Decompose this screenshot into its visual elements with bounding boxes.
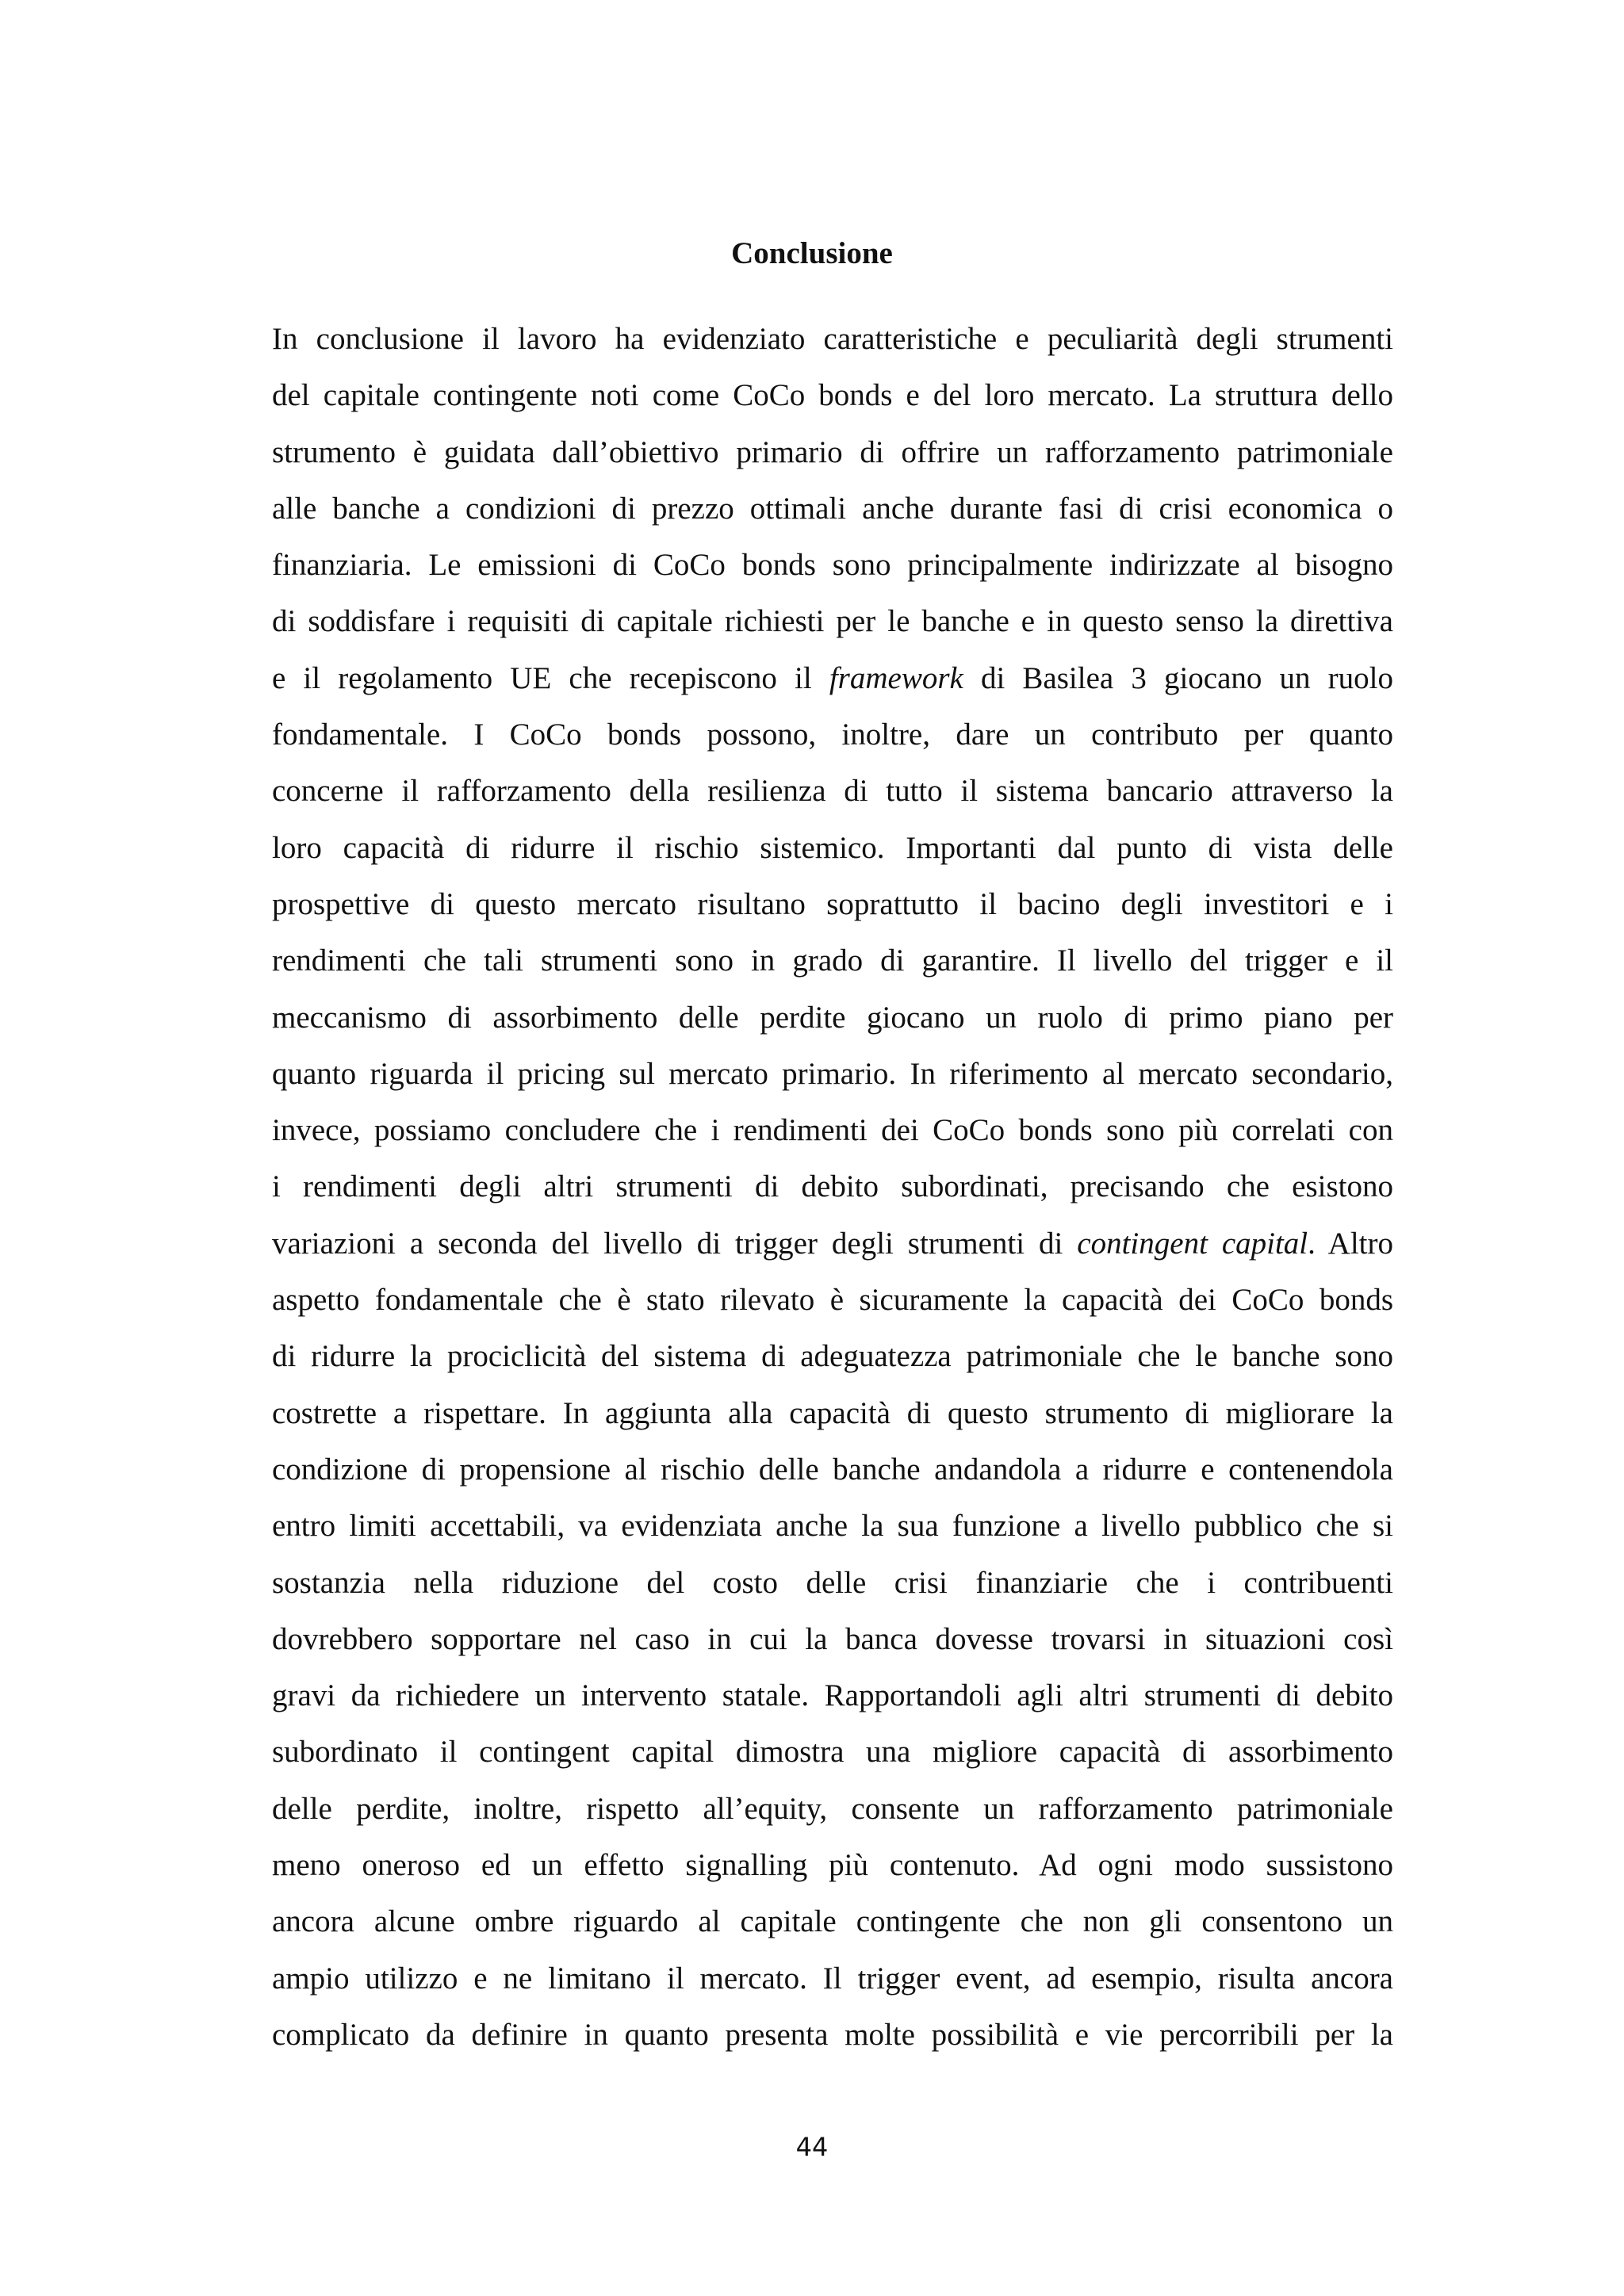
paragraph-line: meccanismo di assorbimento delle perdite giocano un ruolo di primo piano per bbox=[272, 1000, 1393, 1035]
paragraph-line: complicato da definire in quanto presenta molte possibilità e vie percorribili per la bbox=[272, 2017, 1393, 2052]
paragraph-line bbox=[272, 650, 1393, 706]
line-text: di Basilea 3 giocano un ruolo bbox=[963, 660, 1393, 695]
body-paragraph bbox=[272, 311, 1393, 2063]
paragraph-line: meno oneroso ed un effetto signalling più contenuto. Ad ogni modo sussistono bbox=[272, 1848, 1393, 1883]
paragraph-line: dovrebbero sopportare nel caso in cui la banca dovesse trovarsi in situazioni così bbox=[272, 1621, 1393, 1656]
paragraph-line: condizione di propensione al rischio delle banche andandola a ridurre e contenendola bbox=[272, 1452, 1393, 1487]
paragraph-line: finanziaria. Le emissioni di CoCo bonds sono principalmente indirizzate al bisogno bbox=[272, 548, 1393, 583]
paragraph-line: di ridurre la prociclicità del sistema di adeguatezza patrimoniale che le banche sono bbox=[272, 1339, 1393, 1374]
paragraph-line: sostanzia nella riduzione del costo delle crisi finanziarie che i contribuenti bbox=[272, 1565, 1393, 1600]
paragraph-line: costrette a rispettare. In aggiunta alla capacità di questo strumento di migliorare la bbox=[272, 1395, 1393, 1430]
paragraph-line: loro capacità di ridurre il rischio sistemico. Importanti dal punto di vista delle bbox=[272, 830, 1393, 865]
italic-term: contingent capital bbox=[1077, 1226, 1308, 1261]
paragraph-line: gravi da richiedere un intervento statale. Rapportandoli agli altri strumenti di debito bbox=[272, 1678, 1393, 1713]
paragraph-line: rendimenti che tali strumenti sono in grado di garantire. Il livello del trigger e il bbox=[272, 943, 1393, 978]
page-number: 44 bbox=[795, 2132, 829, 2162]
paragraph-line: concerne il rafforzamento della resilienza di tutto il sistema bancario attraverso la bbox=[272, 774, 1393, 809]
paragraph-line: delle perdite, inoltre, rispetto all’equity, consente un rafforzamento patrimoniale bbox=[272, 1791, 1393, 1826]
line-text: . Altro bbox=[1308, 1226, 1393, 1261]
line-text: e il regolamento UE che recepiscono il bbox=[272, 660, 829, 695]
page-title: Conclusione bbox=[731, 236, 893, 270]
paragraph-line: fondamentale. I CoCo bonds possono, inoltre, dare un contributo per quanto bbox=[272, 718, 1393, 752]
italic-term: framework bbox=[829, 660, 963, 695]
paragraph-line bbox=[272, 1215, 1393, 1272]
paragraph-line: del capitale contingente noti come CoCo bonds e del loro mercato. La struttura dello bbox=[272, 378, 1393, 413]
paragraph-line: ancora alcune ombre riguardo al capitale contingente che non gli consentono un bbox=[272, 1904, 1393, 1939]
paragraph-line: In conclusione il lavoro ha evidenziato caratteristiche e peculiarità degli strumenti bbox=[272, 322, 1393, 356]
paragraph-line: strumento è guidata dall’obiettivo primario di offrire un rafforzamento patrimoniale bbox=[272, 434, 1393, 469]
paragraph-line: ampio utilizzo e ne limitano il mercato. Il trigger event, ad esempio, risulta ancora bbox=[272, 1961, 1393, 1996]
paragraph-line: di soddisfare i requisiti di capitale richiesti per le banche e in questo senso la direttiva bbox=[272, 604, 1393, 639]
paragraph-line: quanto riguarda il pricing sul mercato primario. In riferimento al mercato secondario, bbox=[272, 1056, 1393, 1091]
paragraph-line: i rendimenti degli altri strumenti di debito subordinati, precisando che esistono bbox=[272, 1169, 1393, 1204]
paragraph-line: prospettive di questo mercato risultano soprattutto il bacino degli investitori e i bbox=[272, 886, 1393, 921]
paragraph-line: aspetto fondamentale che è stato rilevato è sicuramente la capacità dei CoCo bonds bbox=[272, 1283, 1393, 1318]
line-text: variazioni a seconda del livello di trigger degli strumenti di bbox=[272, 1226, 1078, 1261]
paragraph-line: subordinato il contingent capital dimostra una migliore capacità di assorbimento bbox=[272, 1735, 1393, 1770]
paragraph-line: alle banche a condizioni di prezzo ottimali anche durante fasi di crisi economica o bbox=[272, 491, 1393, 526]
paragraph-line: invece, possiamo concludere che i rendimenti dei CoCo bonds sono più correlati con bbox=[272, 1113, 1393, 1148]
paragraph-line: entro limiti accettabili, va evidenziata anche la sua funzione a livello pubblico che si bbox=[272, 1509, 1393, 1544]
